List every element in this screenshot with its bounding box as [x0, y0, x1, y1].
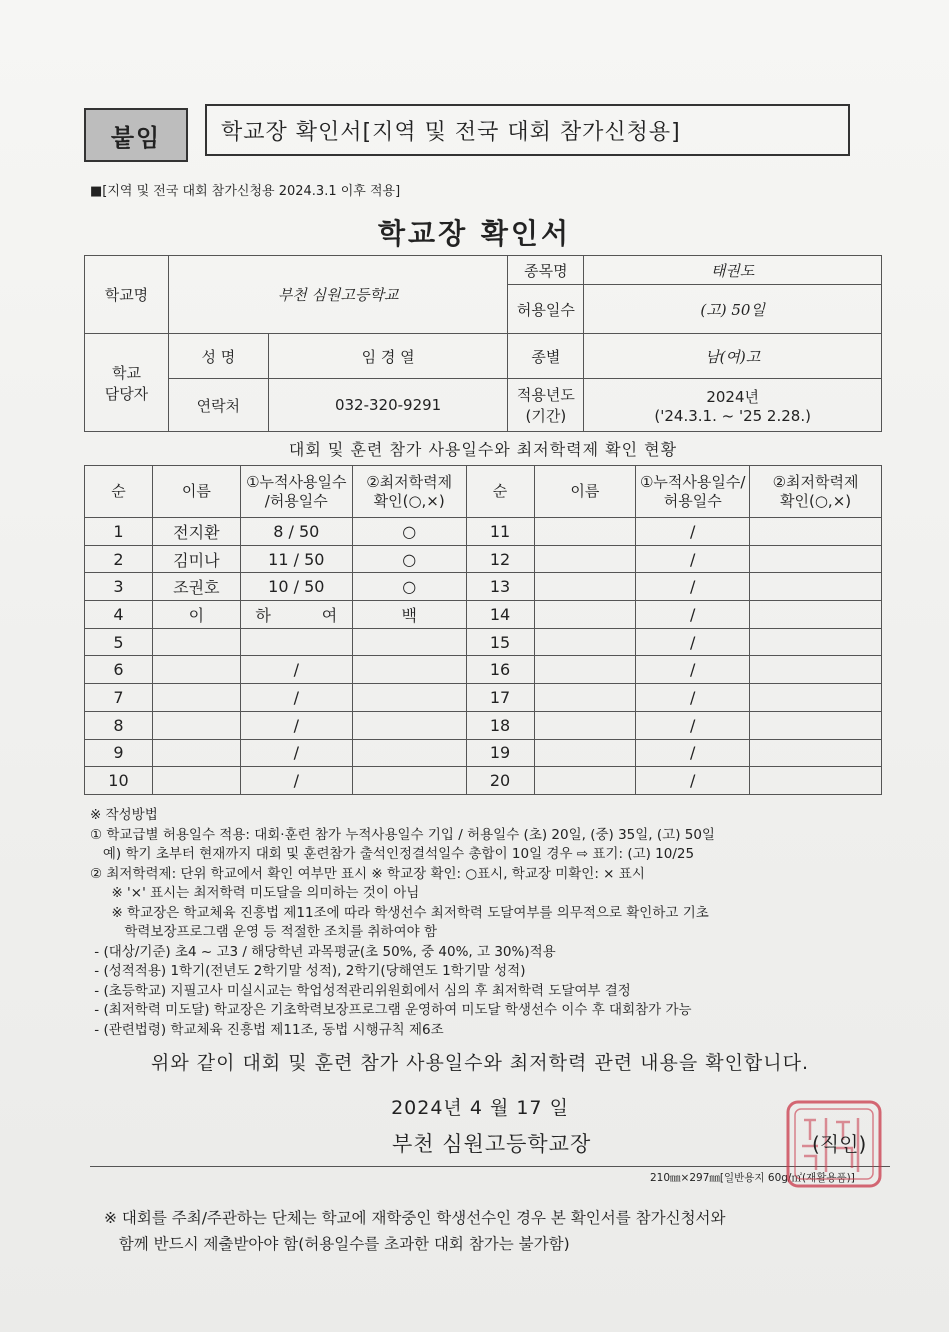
row-no-right: 12	[466, 545, 534, 573]
staff-name-label: 성 명	[168, 334, 268, 379]
header-min-right	[750, 466, 882, 518]
row-min-right	[750, 739, 882, 767]
row-days-right: /	[636, 711, 750, 739]
header-min-left-line1: ②최저학력제	[366, 472, 453, 491]
instruction-line: 학력보장프로그램 운영 등 적절한 조치를 취하여야 함	[90, 924, 437, 940]
table-row	[85, 711, 882, 739]
row-name-right	[534, 739, 636, 767]
row-no-right: 17	[466, 684, 534, 712]
instruction-line: ※ '×' 표시는 최저학력 미도달을 의미하는 것이 아님	[90, 885, 420, 901]
row-min-left: 백	[352, 601, 466, 629]
row-min-left	[352, 711, 466, 739]
row-name-right	[534, 601, 636, 629]
principal-name: 부천 심원고등학교장	[392, 1132, 592, 1156]
header-no-right: 순	[466, 466, 534, 518]
row-name-right	[534, 711, 636, 739]
row-name-left	[152, 767, 240, 795]
row-no-right: 16	[466, 656, 534, 684]
instruction-line: ① 학교급별 허용일수 적용: 대회·훈련 참가 누적사용일수 기입 / 허용일수 (초) 20일, (중) 35일, (고) 50일	[90, 826, 715, 843]
row-no-right: 20	[466, 767, 534, 795]
row-min-right	[750, 656, 882, 684]
school-name-label: 학교명	[85, 256, 169, 334]
row-no-right: 18	[466, 711, 534, 739]
row-min-left: ○	[352, 545, 466, 573]
issue-date: 2024년 4 월 17 일	[391, 1097, 569, 1119]
row-no-left: 4	[85, 601, 153, 629]
row-no-right: 11	[466, 518, 534, 546]
row-min-left	[352, 684, 466, 712]
row-name-right	[534, 545, 636, 573]
row-days-left: 11 / 50	[240, 545, 352, 573]
staff-label-line1: 학교	[111, 363, 141, 382]
row-name-left	[152, 656, 240, 684]
row-min-right	[750, 545, 882, 573]
row-no-right: 15	[466, 628, 534, 656]
notice-line: 함께 반드시 제출받아야 함(허용일수를 초과한 대회 참가는 불가함)	[104, 1235, 570, 1253]
row-days-left	[240, 628, 352, 656]
confirmation-statement: 위와 같이 대회 및 훈련 참가 사용일수와 최저학력 관련 내용을 확인합니다.	[150, 1052, 810, 1074]
row-no-left: 6	[85, 656, 153, 684]
row-name-left: 전지환	[152, 518, 240, 546]
row-min-left: ○	[352, 573, 466, 601]
table-row	[85, 739, 882, 767]
row-days-right: /	[636, 628, 750, 656]
row-min-right	[750, 518, 882, 546]
contact-value: 032-320-9291	[268, 379, 508, 432]
row-no-right: 19	[466, 739, 534, 767]
year-label-line2: (기간)	[525, 407, 567, 425]
row-name-right	[534, 628, 636, 656]
row-days-right: /	[636, 739, 750, 767]
year-label-line1: 적용년도	[516, 386, 575, 404]
submission-notice	[104, 1205, 725, 1257]
header-min-right-line2: 확인(○,×)	[780, 491, 852, 510]
staff-name-value: 임 경 열	[268, 334, 508, 379]
school-info-table	[84, 255, 882, 432]
header-min-left	[352, 466, 466, 518]
row-name-left	[152, 684, 240, 712]
row-name-right	[534, 573, 636, 601]
table-row	[85, 767, 882, 795]
instruction-line: 예) 학기 초부터 현재까지 대회 및 훈련참가 출석인정결석일수 총합이 10일 경우 ⇨ 표기: (고) 10/25	[90, 846, 695, 862]
header-days-left-line2: /허용일수	[264, 491, 328, 510]
row-min-left	[352, 628, 466, 656]
instruction-line: - (성적적용) 1학기(전년도 2학기말 성적), 2학기(당해연도 1학기말 성적)	[90, 963, 526, 979]
row-days-right: /	[636, 767, 750, 795]
row-min-left	[352, 656, 466, 684]
instruction-line: - (최저학력 미도달) 학교장은 기초학력보장프로그램 운영하여 미도달 학생선수 이수 후 대회참가 가능	[90, 1002, 692, 1018]
sport-value: 태권도	[584, 256, 882, 285]
table-row	[85, 545, 882, 573]
row-min-left	[352, 767, 466, 795]
header-days-right-line2: 허용일수	[663, 491, 722, 510]
row-no-left: 1	[85, 518, 153, 546]
attachment-tag: 붙임	[84, 108, 188, 162]
table-row	[85, 628, 882, 656]
row-name-right	[534, 684, 636, 712]
notice-line: ※ 대회를 주최/주관하는 단체는 학교에 재학중인 학생선수인 경우 본 확인서를 참가신청서와	[104, 1209, 726, 1227]
form-box-title: 학교장 확인서[지역 및 전국 대회 참가신청용]	[205, 104, 850, 156]
row-no-left: 10	[85, 767, 153, 795]
row-no-left: 5	[85, 628, 153, 656]
year-value	[584, 379, 882, 432]
row-name-right	[534, 767, 636, 795]
seal-label: (직인)	[812, 1132, 867, 1156]
school-name-value: 부천 심원고등학교	[168, 256, 508, 334]
table-row	[85, 684, 882, 712]
instruction-line: ※ 학교장은 학교체육 진흥법 제11조에 따라 학생선수 최저학력 도달여부를 의무적으로 확인하고 기초	[90, 904, 709, 921]
writing-instructions	[90, 806, 890, 1040]
row-min-right	[750, 628, 882, 656]
header-min-right-line1: ②최저학력제	[772, 472, 859, 491]
row-name-left	[152, 628, 240, 656]
status-section-title: 대회 및 훈련 참가 사용일수와 최저학력제 확인 현황	[288, 440, 678, 459]
row-days-left: /	[240, 711, 352, 739]
instruction-line: ※ 작성방법	[90, 807, 158, 823]
gender-value: 남(여)고	[584, 334, 882, 379]
row-min-right	[750, 767, 882, 795]
applicability-note: ■[지역 및 전국 대회 참가신청용 2024.3.1 이후 적용]	[90, 184, 401, 199]
row-name-left: 김미나	[152, 545, 240, 573]
year-value-line2: ('24.3.1. ~ '25 2.28.)	[654, 406, 811, 425]
footer-divider	[90, 1166, 890, 1167]
row-min-left: ○	[352, 518, 466, 546]
row-name-right	[534, 518, 636, 546]
row-min-right	[750, 711, 882, 739]
instruction-line: - (관련법령) 학교체육 진흥법 제11조, 동법 시행규칙 제6조	[90, 1021, 444, 1038]
row-days-left: 10 / 50	[240, 573, 352, 601]
header-min-left-line2: 확인(○,×)	[373, 491, 445, 510]
row-days-right: /	[636, 518, 750, 546]
allowed-days-label: 허용일수	[508, 285, 584, 334]
table-row	[85, 518, 882, 546]
row-days-left: /	[240, 767, 352, 795]
row-min-right	[750, 573, 882, 601]
row-days-left: 8 / 50	[240, 518, 352, 546]
row-name-left: 조권호	[152, 573, 240, 601]
row-days-right: /	[636, 601, 750, 629]
row-min-right	[750, 684, 882, 712]
year-value-line1: 2024년	[706, 387, 759, 406]
header-days-right-line1: ①누적사용일수/	[639, 472, 746, 491]
row-name-left	[152, 711, 240, 739]
instruction-line: - (초등학교) 지필고사 미실시교는 학업성적관리위원회에서 심의 후 최저학력 도달여부 결정	[90, 982, 631, 999]
row-no-right: 13	[466, 573, 534, 601]
header-name-right: 이름	[534, 466, 636, 518]
instruction-line: ② 최저학력제: 단위 학교에서 확인 여부만 표시 ※ 학교장 확인: ○표시, 학교장 미확인: × 표시	[90, 865, 645, 882]
row-no-left: 3	[85, 573, 153, 601]
row-days-left: /	[240, 739, 352, 767]
header-name-left: 이름	[152, 466, 240, 518]
gender-label: 종별	[508, 334, 584, 379]
allowed-days-value: (고) 50일	[584, 285, 882, 334]
header-days-left-line1: ①누적사용일수	[246, 472, 347, 491]
header-no-left: 순	[85, 466, 153, 518]
year-label	[508, 379, 584, 432]
staff-label	[85, 334, 169, 432]
row-name-left	[152, 739, 240, 767]
row-days-right: /	[636, 656, 750, 684]
row-days-right: /	[636, 573, 750, 601]
instruction-line: - (대상/기준) 초4 ~ 고3 / 해당학년 과목평균(초 50%, 중 40%, 고 30%)적용	[90, 943, 556, 960]
row-min-left	[352, 739, 466, 767]
participation-status-table	[84, 465, 882, 795]
paper-spec-note: 210㎜×297㎜[일반용지 60g/㎡(재활용품)]	[650, 1172, 855, 1184]
row-name-right	[534, 656, 636, 684]
row-min-right	[750, 601, 882, 629]
row-no-left: 8	[85, 711, 153, 739]
row-no-left: 7	[85, 684, 153, 712]
staff-label-line2: 담당자	[104, 384, 149, 403]
row-days-left: /	[240, 656, 352, 684]
header-days-right	[636, 466, 750, 518]
row-no-right: 14	[466, 601, 534, 629]
table-row	[85, 656, 882, 684]
header-days-left	[240, 466, 352, 518]
document-title: 학교장 확인서	[377, 217, 572, 250]
table-row	[85, 573, 882, 601]
row-days-left: /	[240, 684, 352, 712]
table-row	[85, 601, 882, 629]
row-no-left: 2	[85, 545, 153, 573]
row-no-left: 9	[85, 739, 153, 767]
row-days-left: 하 여	[240, 601, 352, 629]
row-days-right: /	[636, 545, 750, 573]
contact-label: 연락처	[168, 379, 268, 432]
sport-label: 종목명	[508, 256, 584, 285]
row-days-right: /	[636, 684, 750, 712]
row-name-left: 이	[152, 601, 240, 629]
